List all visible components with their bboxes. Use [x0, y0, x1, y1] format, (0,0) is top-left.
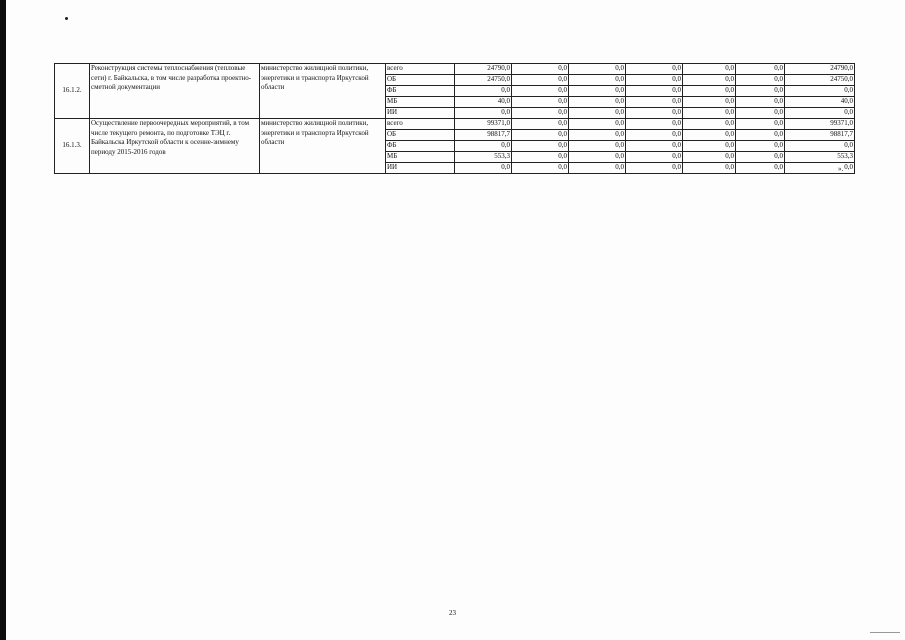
value-cell: 0,0 — [512, 75, 569, 86]
value-cell: 0,0 — [683, 64, 736, 75]
total-value-cell: 0,0 — [785, 141, 855, 152]
value-cell: 0,0 — [736, 130, 785, 141]
page-number: 23 — [449, 609, 456, 617]
value-cell: 0,0 — [683, 119, 736, 130]
row-number: 16.1.3. — [55, 119, 90, 174]
value-cell: 99371,0 — [455, 119, 512, 130]
table-row — [55, 64, 855, 75]
funding-source-label: МБ — [386, 152, 455, 163]
total-value-cell: 24790,0 — [785, 64, 855, 75]
value-cell: 0,0 — [512, 64, 569, 75]
scan-left-edge — [0, 0, 6, 640]
row-number: 16.1.2. — [55, 64, 90, 119]
funding-source-label: ОБ — [386, 75, 455, 86]
value-cell: 0,0 — [569, 130, 626, 141]
value-cell: 0,0 — [569, 86, 626, 97]
value-cell: 0,0 — [626, 163, 683, 174]
funding-source-label: всего — [386, 119, 455, 130]
value-cell: 0,0 — [455, 163, 512, 174]
funding-source-label: ОБ — [386, 130, 455, 141]
value-cell: 0,0 — [736, 163, 785, 174]
closing-quote-mark: ». — [838, 165, 844, 173]
value-cell: 24790,0 — [455, 64, 512, 75]
value-cell: 0,0 — [683, 97, 736, 108]
value-cell: 0,0 — [512, 119, 569, 130]
value-cell: 0,0 — [512, 108, 569, 119]
funding-source-label: ФБ — [386, 86, 455, 97]
funding-source-label: ИИ — [386, 163, 455, 174]
value-cell: 0,0 — [736, 119, 785, 130]
value-cell: 0,0 — [683, 86, 736, 97]
value-cell: 0,0 — [512, 163, 569, 174]
value-cell: 0,0 — [626, 141, 683, 152]
value-cell: 0,0 — [512, 141, 569, 152]
value-cell: 0,0 — [626, 119, 683, 130]
value-cell: 0,0 — [683, 163, 736, 174]
funding-source-label: всего — [386, 64, 455, 75]
value-cell: 0,0 — [626, 97, 683, 108]
total-value-cell: 40,0 — [785, 97, 855, 108]
funding-source-label: ИИ — [386, 108, 455, 119]
value-cell: 0,0 — [569, 108, 626, 119]
measure-name: Реконструкция системы теплоснабжения (тепловые сети) г. Байкальска, в том числе разработка проектно-сметной документации — [90, 64, 260, 119]
value-cell: 0,0 — [569, 141, 626, 152]
value-cell: 553,3 — [455, 152, 512, 163]
total-value-cell: 99371,0 — [785, 119, 855, 130]
value-cell: 0,0 — [626, 86, 683, 97]
value-cell: 0,0 — [626, 130, 683, 141]
value-cell: 0,0 — [683, 108, 736, 119]
scan-mark — [870, 632, 900, 633]
scan-speck — [65, 17, 68, 20]
value-cell: 0,0 — [736, 141, 785, 152]
responsible-organization: министерство жилищной политики, энергетики и транспорта Иркутской области — [260, 64, 386, 119]
measure-name: Осуществление первоочередных мероприятий, в том числе текущего ремонта, по подготовке ТЭЦ г. Байкальска Иркутской области к осенне-зимнему периоду 2015-2016 годов — [90, 119, 260, 174]
value-cell: 0,0 — [736, 86, 785, 97]
value-cell: 0,0 — [455, 108, 512, 119]
responsible-organization: министерство жилищной политики, энергетики и транспорта Иркутской области — [260, 119, 386, 174]
table-row — [55, 119, 855, 130]
funding-source-label: МБ — [386, 97, 455, 108]
budget-table — [54, 63, 855, 174]
value-cell: 0,0 — [736, 64, 785, 75]
value-cell: 0,0 — [512, 97, 569, 108]
value-cell: 0,0 — [626, 152, 683, 163]
total-value-cell: 553,3 — [785, 152, 855, 163]
value-cell: 0,0 — [683, 141, 736, 152]
value-cell: 0,0 — [736, 75, 785, 86]
value-cell: 0,0 — [683, 130, 736, 141]
value-cell: 0,0 — [512, 86, 569, 97]
value-cell: 0,0 — [736, 97, 785, 108]
value-cell: 40,0 — [455, 97, 512, 108]
total-value-cell: 0,0 — [785, 108, 855, 119]
value-cell: 0,0 — [569, 64, 626, 75]
value-cell: 0,0 — [512, 152, 569, 163]
total-value-cell: 0,0 — [785, 86, 855, 97]
value-cell: 24750,0 — [455, 75, 512, 86]
value-cell: 0,0 — [569, 152, 626, 163]
funding-source-label: ФБ — [386, 141, 455, 152]
value-cell: 0,0 — [736, 108, 785, 119]
total-value-cell: 98817,7 — [785, 130, 855, 141]
value-cell: 0,0 — [569, 97, 626, 108]
total-value-cell: 24750,0 — [785, 75, 855, 86]
value-cell: 0,0 — [683, 75, 736, 86]
value-cell: 0,0 — [569, 119, 626, 130]
value-cell: 0,0 — [683, 152, 736, 163]
value-cell: 0,0 — [455, 141, 512, 152]
value-cell: 0,0 — [626, 64, 683, 75]
value-cell: 98817,7 — [455, 130, 512, 141]
total-value-cell: 0,0 — [785, 163, 855, 174]
value-cell: 0,0 — [736, 152, 785, 163]
value-cell: 0,0 — [626, 75, 683, 86]
value-cell: 0,0 — [569, 75, 626, 86]
value-cell: 0,0 — [512, 130, 569, 141]
value-cell: 0,0 — [455, 86, 512, 97]
value-cell: 0,0 — [569, 163, 626, 174]
value-cell: 0,0 — [626, 108, 683, 119]
